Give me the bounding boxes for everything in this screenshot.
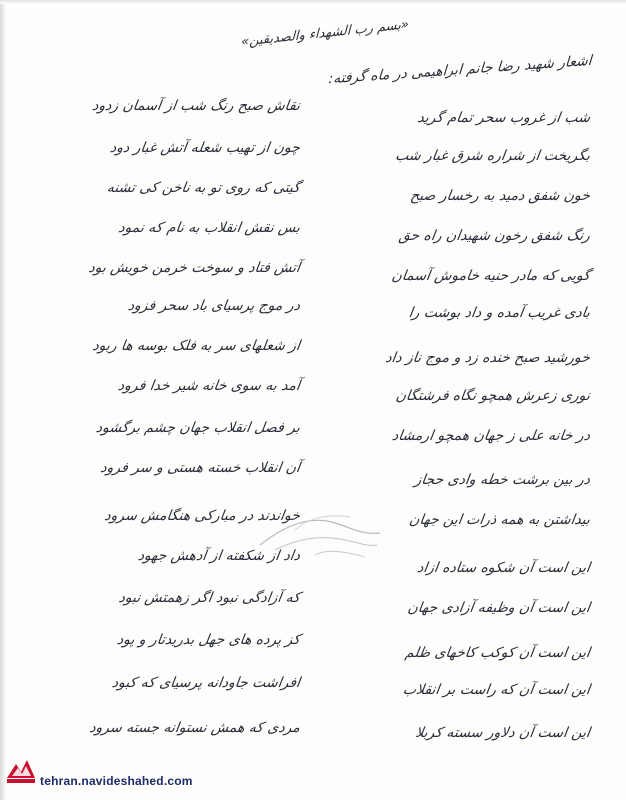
verse-right-line: این است آن وظیفه آزادی جهان	[406, 600, 592, 616]
verse-right-line: این است آن که راست بر انقلاب	[401, 682, 592, 698]
verse-right-line: این است آن دلاور سسته کربلا	[414, 725, 592, 741]
verse-right-line: در خانه علی ز جهان همچو ارمشاد	[390, 428, 592, 444]
verse-left-line: آن انقلاب خسته هستی و سر فرود	[99, 460, 302, 476]
verse-right-line: در بین برشت خطه وادی حجاز	[413, 472, 592, 488]
verse-left-line: چون از تهیب شعله آتش غبار دود	[108, 140, 302, 156]
verse-left-line: آتش فتاد و سوخت خرمن خویش بود	[87, 260, 302, 276]
verse-left-line: نقاش صبح رنگ شب از آسمان زدود	[91, 98, 302, 114]
verse-left-line: بر فصل انقلاب جهان چشم برگشود	[94, 420, 302, 436]
site-watermark-logo	[0, 748, 240, 800]
verse-right-line: بادی غریب آمده و داد بوشت را	[407, 305, 592, 321]
verse-right-line: بگریخت از شراره شرق غبار شب	[394, 148, 592, 164]
verse-right-line: بیداشتن به همه ذرات این جهان	[408, 512, 592, 528]
verse-left-line: خواندند در مبارکی هنگامش سرود	[103, 508, 302, 524]
verse-right-line: خورشید صبح خنده زد و موج ناز داد	[384, 350, 592, 366]
verse-left-line: آمد به سوی خانه شیر خدا فرود	[116, 378, 302, 394]
navideshahed-badge-icon	[4, 754, 38, 788]
verse-right-line: این است آن شکوه ستاده ازاد	[416, 560, 592, 576]
verse-left-line: افراشت جاودانه پرسیای که کبود	[110, 675, 302, 691]
verse-left-line: از شعلهای سر به فلک بوسه ها ربود	[91, 338, 302, 354]
scan-top-shadow	[0, 0, 626, 4]
verse-right-line: نوری زعرش همچو نگاه فرشتگان	[394, 388, 592, 404]
verse-left-line: داد از شکفته از آدهش جهود	[136, 548, 302, 564]
verse-left-line: گیتی که روی تو به ناخن کی تشنه	[105, 180, 302, 196]
poem-heading: «بسم رب الشهداء والصدیقین»	[240, 17, 410, 50]
verse-left-line: که آزادگی نبود اگر زهمتش نبود	[117, 590, 302, 606]
scan-edge-shadow	[0, 0, 6, 800]
verse-right-line: شب از غروب سحر تمام گرید	[416, 110, 592, 126]
verse-left-line: در موج پرسیای باد سحر فزود	[126, 298, 302, 314]
verse-left-line: کز پرده های جهل بدریدتار و پود	[115, 632, 302, 648]
verse-left-line: مردی که همش نستوانه جسته سرود	[88, 720, 302, 736]
site-url: tehran.navideshahed.com	[40, 774, 193, 788]
verse-right-line: این است آن کوکب کاخهای ظلم	[403, 645, 592, 661]
poem-intro: اشعار شهید رضا جانم ابراهیمی در ماه گرفته:	[327, 52, 593, 88]
verse-right-line: خون شفق دمید به رخسار صبح	[409, 188, 592, 204]
verse-right-line: گویی که مادر حنیه خاموش آسمان	[390, 268, 592, 284]
faint-stamp-mark	[255, 505, 385, 565]
verse-left-line: بس نقش انقلاب به نام که نمود	[117, 220, 302, 236]
verse-right-line: رنگ شفق رخون شهیدان راه حق	[397, 228, 592, 244]
